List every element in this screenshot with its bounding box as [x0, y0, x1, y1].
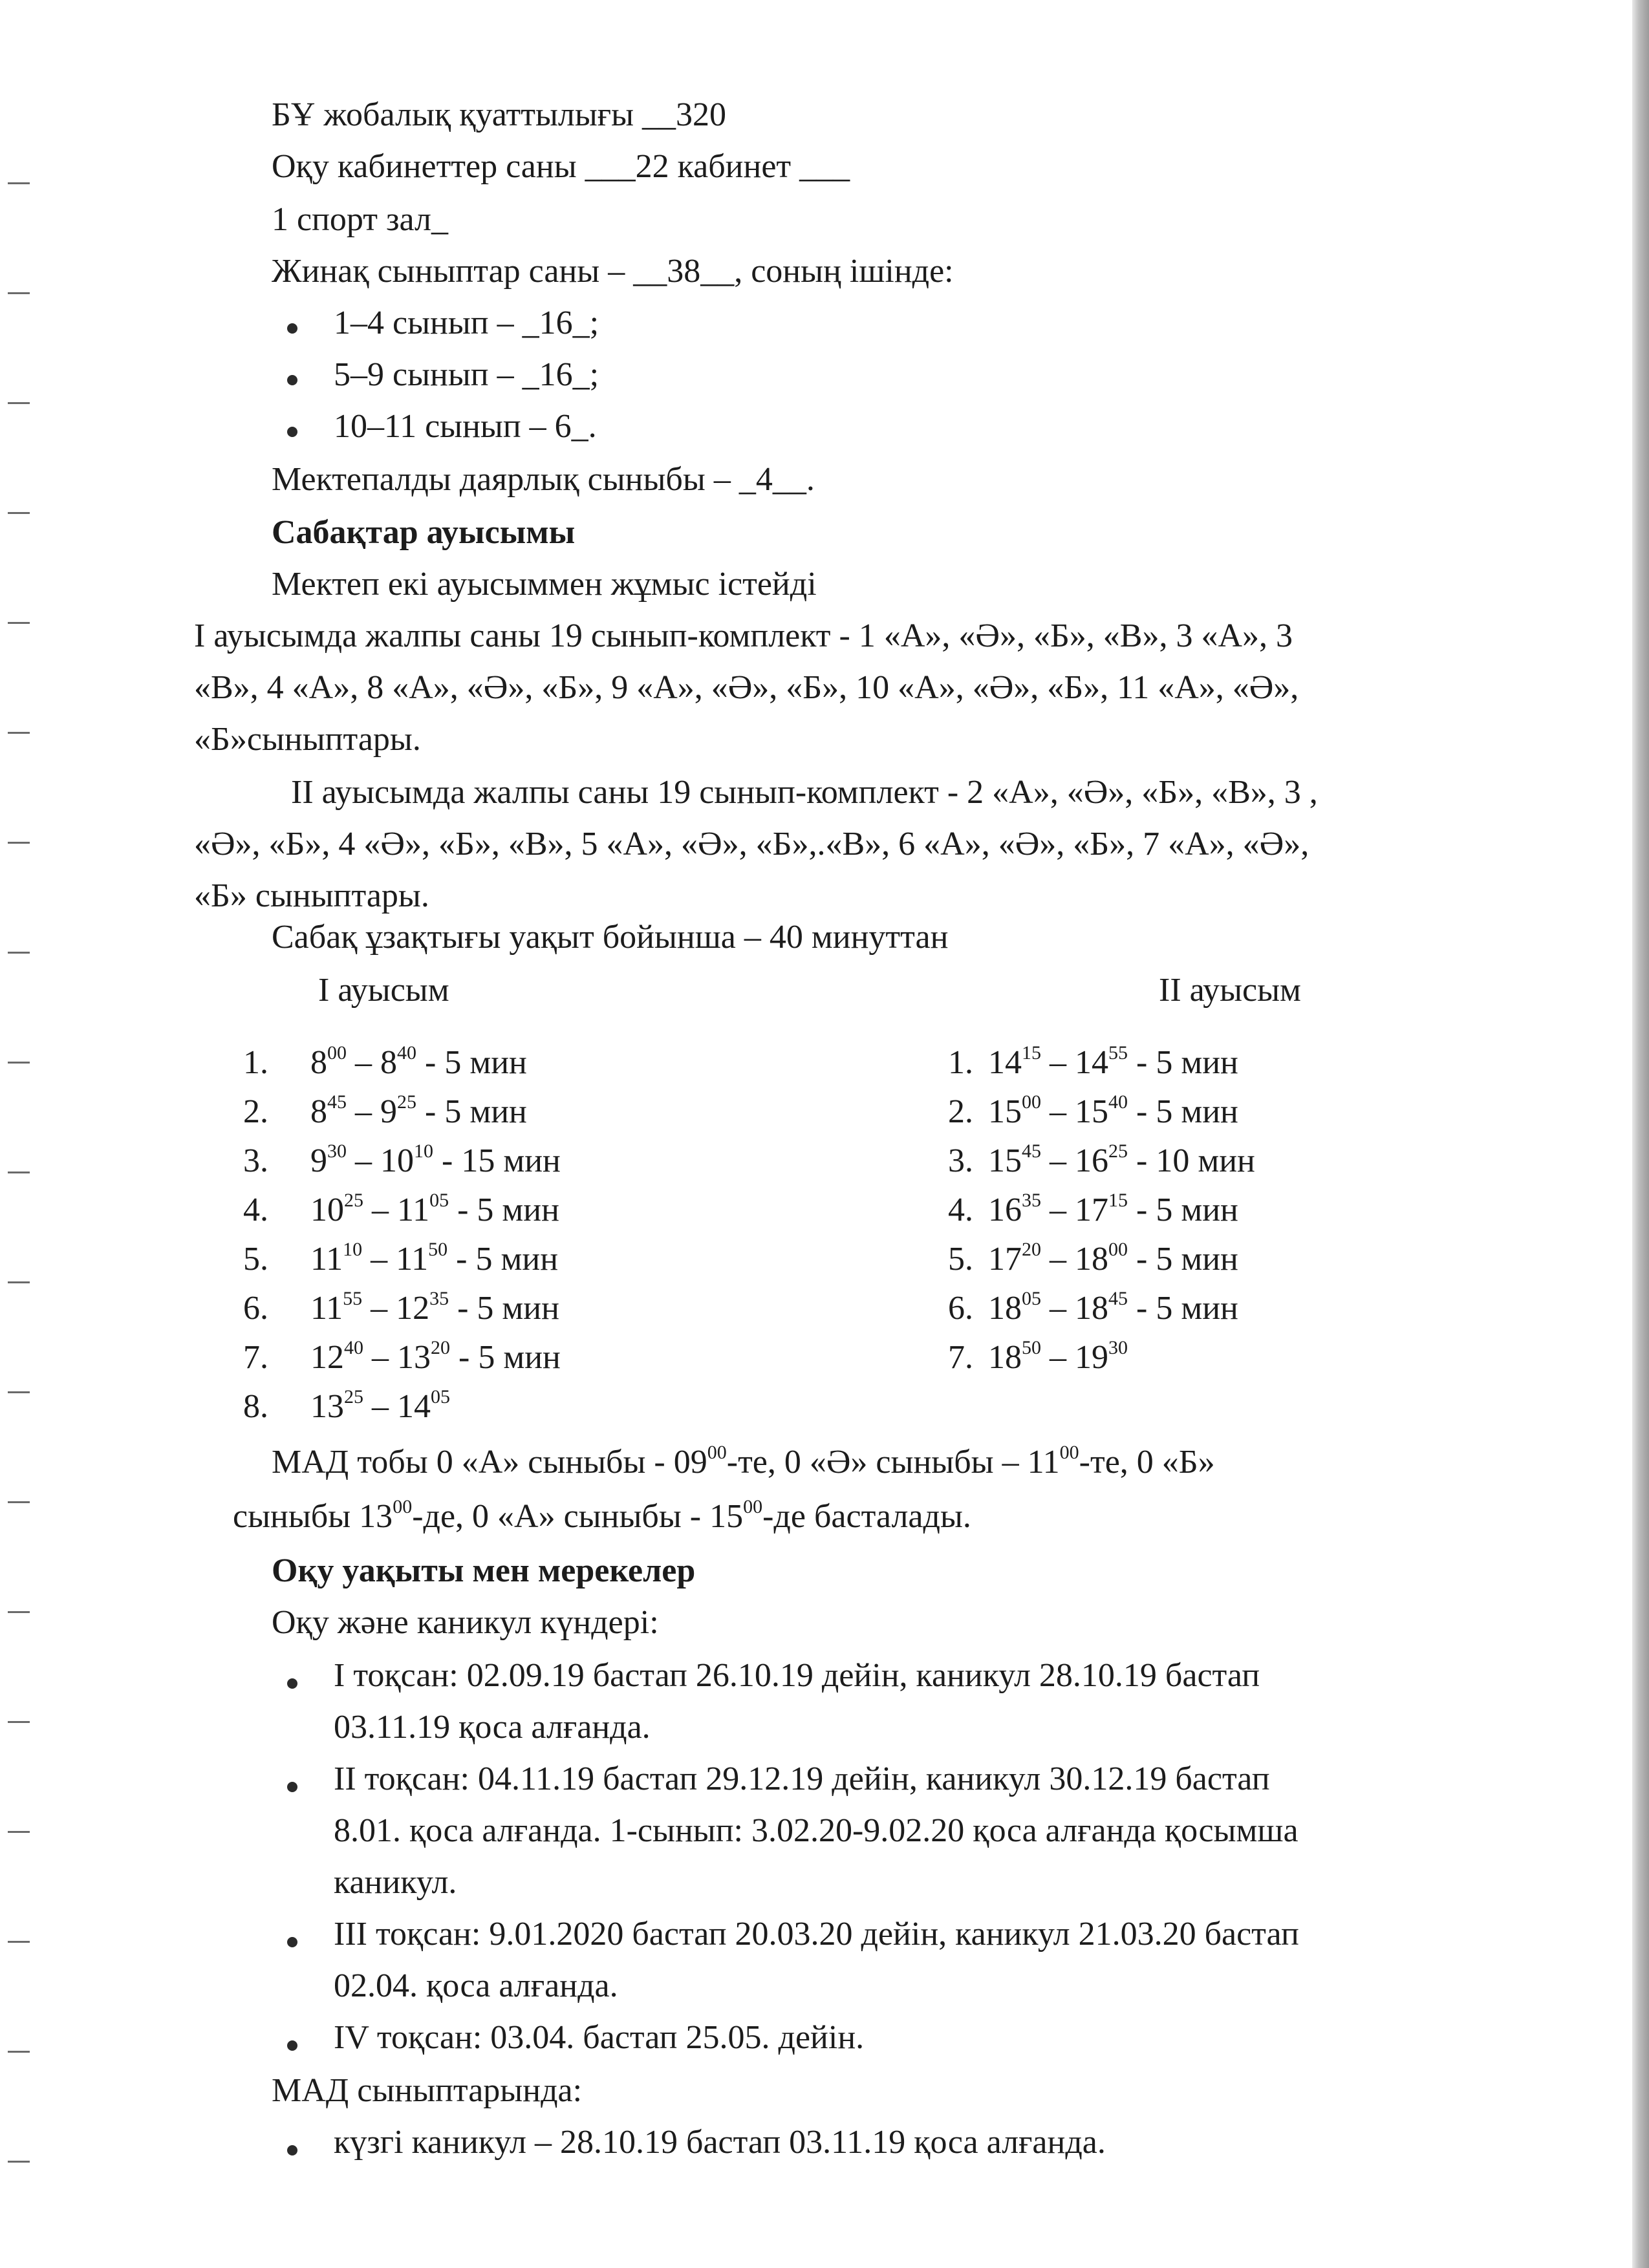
margin-mark	[8, 732, 30, 734]
shift2-column-title: II ауысым	[1159, 972, 1301, 1009]
quarter-2-line-3: каникул.	[334, 1864, 457, 1901]
shift2-line-1: II ауысымда жалпы саны 19 сынып-комплект - 2 «А», «Ә», «Б», «В», 3 ,	[291, 774, 1318, 811]
bullet-icon	[287, 1678, 297, 1689]
margin-mark	[8, 1721, 30, 1723]
bullet-icon	[287, 1782, 297, 1792]
quarter-4-line-1: IV тоқсан: 03.04. бастап 25.05. дейін.	[334, 2019, 865, 2056]
lesson-number: 1.	[243, 1044, 268, 1081]
shift1-line-2: «В», 4 «А», 8 «А», «Ә», «Б», 9 «А», «Ә», «Б», 10 «А», «Ә», «Б», 11 «А», «Ә»,	[194, 669, 1299, 706]
lesson-time: $17^{20} - 18^{00} - 5$ мин	[988, 1239, 1238, 1278]
shift2-line-3: «Б» сыныптары.	[194, 877, 429, 914]
margin-mark	[8, 182, 30, 184]
shift1-lesson-row	[243, 1191, 559, 1229]
lesson-number: 5.	[948, 1241, 973, 1278]
lesson-number: 6.	[948, 1290, 973, 1327]
shifts-heading: Сабақтар ауысымы	[272, 514, 576, 551]
lesson-number: 7.	[948, 1339, 973, 1376]
lesson-number: 8.	[243, 1388, 268, 1425]
margin-mark	[8, 2161, 30, 2163]
shift1-line-1: I ауысымда жалпы саны 19 сынып-комплект - 1 «А», «Ә», «Б», «В», 3 «А», 3	[194, 617, 1293, 654]
margin-mark	[8, 402, 30, 404]
lesson-number: 4.	[948, 1192, 973, 1228]
lesson-time: $15^{45} - 16^{25} - 10$ мин	[988, 1140, 1255, 1179]
margin-mark	[8, 622, 30, 624]
lesson-number: 2.	[948, 1093, 973, 1130]
lesson-number: 3.	[948, 1142, 973, 1179]
shift1-lesson-row	[243, 1142, 561, 1180]
mad-classes-title: МАД сыныптарында:	[272, 2072, 583, 2109]
scan-edge-shadow	[1632, 0, 1649, 2268]
quarter-1-line-1: I тоқсан: 02.09.19 бастап 26.10.19 дейін, каникул 28.10.19 бастап	[334, 1657, 1260, 1694]
lesson-time: $15^{00} - 15^{40} - 5$ мин	[988, 1091, 1238, 1130]
bullet-icon	[287, 2145, 297, 2156]
holidays-intro: Оқу және каникул күндері:	[272, 1604, 659, 1641]
quarter-1-line-2: 03.11.19 қоса алғанда.	[334, 1709, 651, 1746]
lesson-number: 4.	[243, 1192, 268, 1228]
lesson-number: 5.	[243, 1241, 268, 1278]
mad-start-line-1: МАД тобы 0 «А» сыныбы - $09^{00}-те$, 0 «Ә» сыныбы – $11^{00}-те$, 0 «Б»	[272, 1442, 1215, 1481]
grades-1-4-item: 1–4 сынып – _16_;	[334, 305, 599, 341]
lesson-time: $12^{40} - 13^{20} - 5$ мин	[310, 1337, 561, 1376]
lesson-time: $8^{45} - 9^{25} - 5$ мин	[310, 1091, 527, 1130]
grades-10-11-item: 10–11 сынып – 6_.	[334, 408, 597, 445]
shift1-lesson-row	[243, 1240, 558, 1278]
bullet-icon	[287, 2040, 297, 2051]
lesson-number: 2.	[243, 1093, 268, 1130]
lesson-time: $11^{55} - 12^{35} - 5$ мин	[310, 1288, 559, 1327]
lesson-time: $10^{25} - 11^{05} - 5$ мин	[310, 1190, 559, 1228]
lesson-time: $13^{25} - 14^{05}$	[310, 1386, 450, 1425]
lesson-number: 7.	[243, 1339, 268, 1376]
shift1-line-3: «Б»сыныптары.	[194, 721, 421, 758]
bullet-icon	[287, 1937, 297, 1947]
margin-mark	[8, 512, 30, 514]
shift2-line-2: «Ә», «Б», 4 «Ә», «Б», «В», 5 «А», «Ә», «Б»,.«В», 6 «А», «Ә», «Б», 7 «А», «Ә»,	[194, 826, 1310, 862]
lesson-duration: Сабақ ұзақтығы уақыт бойынша – 40 минуттан	[272, 919, 949, 956]
bullet-icon	[287, 375, 297, 385]
margin-mark	[8, 1281, 30, 1283]
lesson-number: 3.	[243, 1142, 268, 1179]
lesson-number: 6.	[243, 1290, 268, 1327]
quarter-2-line-2: 8.01. қоса алғанда. 1-сынып: 3.02.20-9.02.20 қоса алғанда қосымша	[334, 1812, 1299, 1849]
lesson-time: $9^{30} - 10^{10} - 15$ мин	[310, 1140, 561, 1179]
lesson-time: $14^{15} - 14^{55} - 5$ мин	[988, 1042, 1238, 1081]
quarter-3-line-1: III тоқсан: 9.01.2020 бастап 20.03.20 дейін, каникул 21.03.20 бастап	[334, 1916, 1299, 1952]
margin-mark	[8, 292, 30, 294]
margin-mark	[8, 1831, 30, 1833]
quarter-2-line-1: II тоқсан: 04.11.19 бастап 29.12.19 дейін, каникул 30.12.19 бастап	[334, 1760, 1270, 1797]
lesson-time: $11^{10} - 11^{50} - 5$ мин	[310, 1239, 559, 1278]
margin-mark	[8, 1391, 30, 1393]
margin-mark	[8, 952, 30, 954]
margin-mark	[8, 842, 30, 844]
lesson-time: $18^{05} - 18^{45} - 5$ мин	[988, 1288, 1238, 1327]
margin-mark	[8, 1062, 30, 1064]
shift1-column-title: I ауысым	[318, 972, 449, 1009]
margin-mark	[8, 1501, 30, 1503]
margin-mark	[8, 2051, 30, 2053]
shift1-lesson-row	[243, 1093, 527, 1131]
preschool-line: Мектепалды даярлық сыныбы – _4__.	[272, 461, 815, 498]
shift1-lesson-row	[243, 1043, 527, 1082]
shift2-lesson-row	[948, 1093, 1238, 1131]
shifts-intro: Мектеп екі ауысыммен жұмыс істейді	[272, 566, 817, 603]
shift2-lesson-row	[948, 1338, 1128, 1376]
quarter-3-line-2: 02.04. қоса алғанда.	[334, 1967, 618, 2004]
mad-start-line-2: сыныбы $13^{00}-де$, 0 «А» сыныбы - $15^{00}-де$ басталады.	[233, 1496, 971, 1535]
shift1-lesson-row	[243, 1338, 561, 1376]
classes-total-line: Жинақ сыныптар саны – __38__, соның ішінде:	[272, 253, 954, 290]
shift2-lesson-row	[948, 1191, 1238, 1229]
shift2-lesson-row	[948, 1289, 1238, 1327]
capacity-line: БҰ жобалық қуаттылығы __320	[272, 96, 727, 133]
holidays-heading: Оқу уақыты мен мерекелер	[272, 1552, 696, 1589]
mad-autumn-holiday: күзгі каникул – 28.10.19 бастап 03.11.19 қоса алғанда.	[334, 2124, 1106, 2161]
margin-mark	[8, 1941, 30, 1943]
margin-mark	[8, 1171, 30, 1173]
bullet-icon	[287, 427, 297, 437]
shift2-lesson-row	[948, 1240, 1238, 1278]
lesson-time: $16^{35} - 17^{15} - 5$ мин	[988, 1190, 1238, 1228]
shift1-lesson-row	[243, 1289, 559, 1327]
shift2-lesson-row	[948, 1142, 1255, 1180]
shift2-lesson-row	[948, 1043, 1238, 1082]
lesson-time: $18^{50} - 19^{30}$	[988, 1337, 1128, 1376]
gym-line: 1 спорт зал_	[272, 201, 448, 238]
grades-5-9-item: 5–9 сынып – _16_;	[334, 356, 599, 393]
shift1-lesson-row	[243, 1387, 450, 1426]
margin-mark	[8, 1611, 30, 1613]
lesson-time: $8^{00} - 8^{40} - 5$ мин	[310, 1042, 527, 1081]
lesson-number: 1.	[948, 1044, 973, 1081]
bullet-icon	[287, 323, 297, 334]
cabinets-line: Оқу кабинеттер саны ___22 кабинет ___	[272, 148, 850, 185]
